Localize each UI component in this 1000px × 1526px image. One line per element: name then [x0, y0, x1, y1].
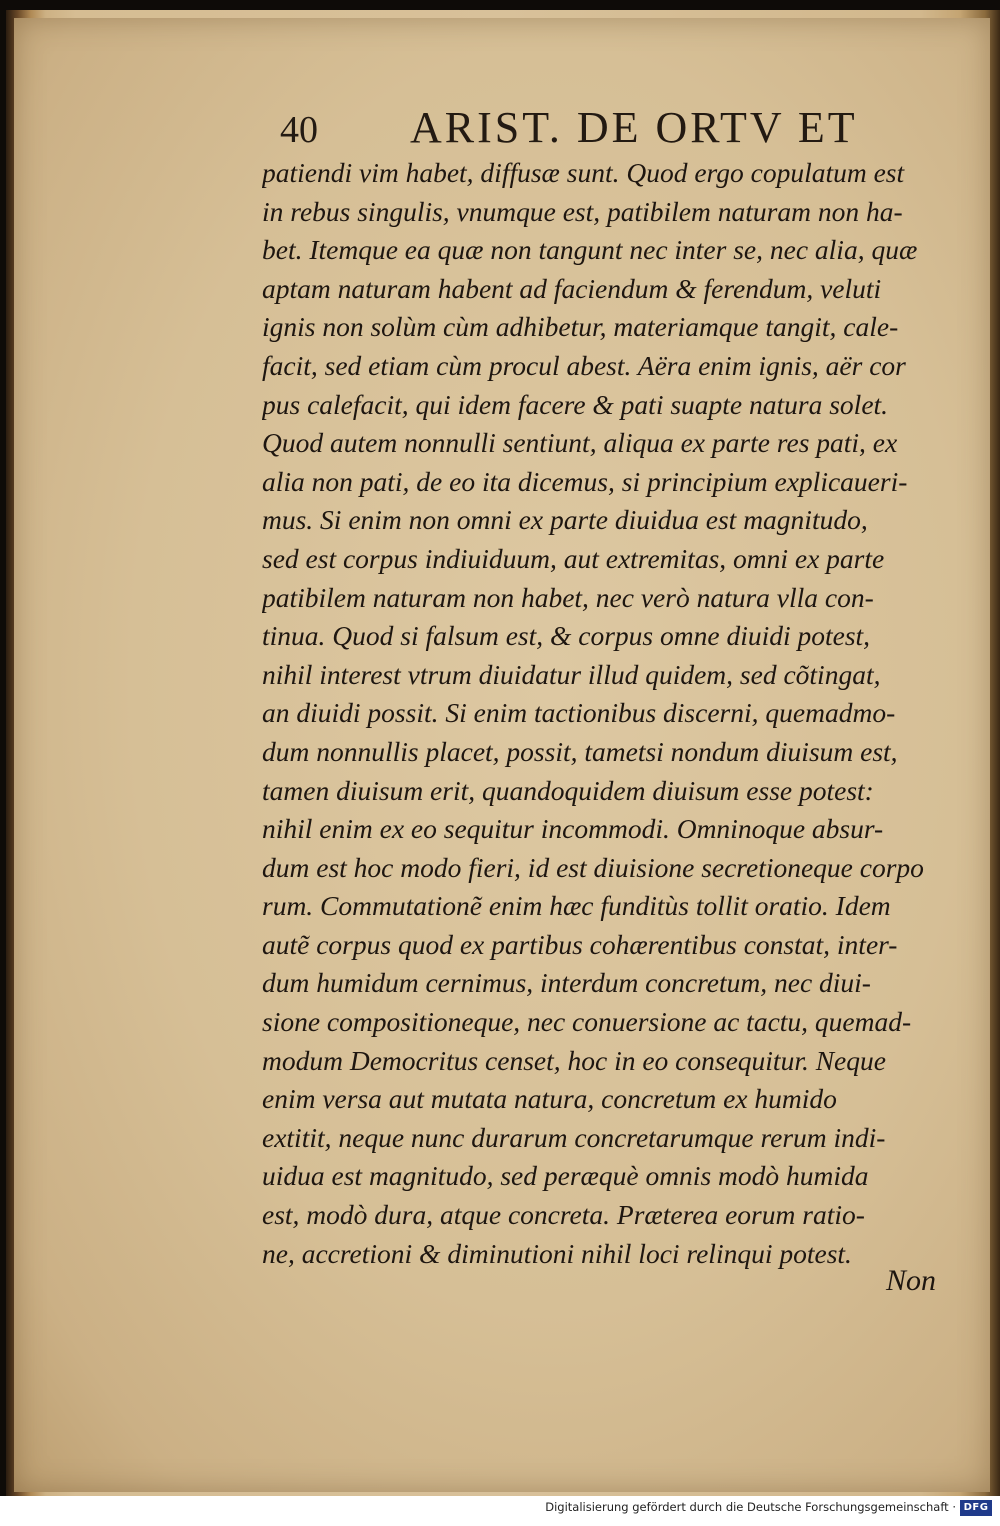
text-line: ne, accretioni & diminutioni nihil loci relinqui potest. — [262, 1237, 852, 1269]
body-text — [262, 154, 952, 1273]
catchword: Non — [886, 1264, 937, 1297]
text-line: nihil enim ex eo sequitur incommodi. Omninoque absur- — [262, 813, 884, 845]
text-line: tamen diuisum erit, quandoquidem diuisum esse potest: — [262, 774, 874, 806]
text-line: aptam naturam habent ad faciendum & ferendum, veluti — [262, 272, 882, 304]
text-line: est, modò dura, atque concreta. Præterea eorum ratio- — [262, 1199, 865, 1231]
text-line: autẽ corpus quod ex partibus cohærentibus constat, inter- — [262, 928, 898, 960]
dfg-logo: DFG — [960, 1500, 992, 1516]
text-line: enim versa aut mutata natura, concretum ex humido — [262, 1083, 837, 1115]
text-line: modum Democritus censet, hoc in eo consequitur. Neque — [262, 1044, 886, 1076]
footer-bar — [0, 1496, 1000, 1526]
text-line: mus. Si enim non omni ex parte diuidua est magnitudo, — [262, 504, 868, 536]
text-line: dum humidum cernimus, interdum concretum, nec diui- — [262, 967, 871, 999]
text-line: dum est hoc modo fieri, id est diuisione secretioneque corpo — [262, 851, 924, 883]
text-line: nihil interest vtrum diuidatur illud quidem, sed cõtingat, — [262, 658, 881, 690]
text-line: rum. Commutationẽ enim hæc funditùs tollit oratio. Idem — [262, 890, 891, 922]
text-line: patiendi vim habet, diffusæ sunt. Quod ergo copulatum est — [262, 157, 905, 188]
text-line: sed est corpus indiuiduum, aut extremitas, omni ex parte — [262, 542, 885, 574]
text-line: Quod autem nonnulli sentiunt, aliqua ex parte res pati, ex — [262, 427, 898, 459]
text-line: facit, sed etiam cùm procul abest. Aëra enim ignis, aër cor — [262, 349, 906, 381]
text-line: an diuidi possit. Si enim tactionibus discerni, quemadmo- — [262, 697, 896, 729]
text-line: sione compositioneque, nec conuersione ac tactu, quemad- — [262, 1006, 912, 1038]
text-line: patibilem naturam non habet, nec verò natura vlla con- — [262, 581, 874, 613]
text-line: dum nonnullis placet, possit, tametsi nondum diuisum est, — [262, 735, 898, 767]
running-title: ARIST. DE ORTV ET — [410, 103, 858, 152]
text-line: ignis non solùm cùm adhibetur, materiamque tangit, cale- — [262, 311, 899, 343]
page-number: 40 — [280, 109, 318, 151]
text-line: bet. Itemque ea quæ non tangunt nec inter se, nec alia, quæ — [262, 234, 918, 266]
text-line: tinua. Quod si falsum est, & corpus omne diuidi potest, — [262, 620, 871, 652]
text-line: extitit, neque nunc durarum concretarumque rerum indi- — [262, 1121, 886, 1153]
funding-credit: Digitalisierung gefördert durch die Deutsche Forschungsgemeinschaft · — [545, 1500, 956, 1514]
text-line: pus calefacit, qui idem facere & pati suapte natura solet. — [262, 388, 889, 420]
text-line: uidua est magnitudo, sed peræquè omnis modò humida — [262, 1160, 869, 1192]
text-line: in rebus singulis, vnumque est, patibilem naturam non ha- — [262, 195, 903, 227]
page-header — [270, 98, 890, 158]
text-line: alia non pati, de eo ita dicemus, si principium explicaueri- — [262, 465, 908, 497]
